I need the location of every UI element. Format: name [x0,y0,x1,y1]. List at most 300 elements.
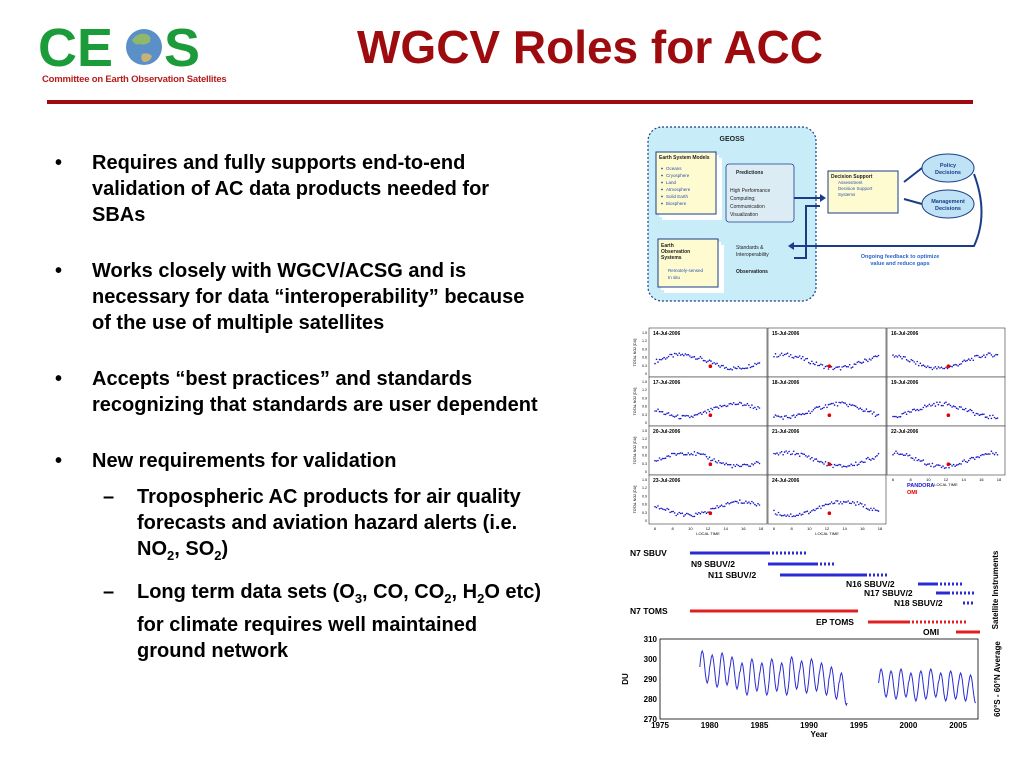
pandora-point [781,451,783,453]
pandora-point [710,508,712,510]
pandora-point [665,509,667,511]
diagram-label: Policy [939,163,957,169]
pandora-point [707,458,709,460]
pandora-point [895,355,897,357]
diagram-label: value and reduce gaps [870,261,930,267]
pandora-point [966,411,968,413]
pandora-point [977,456,979,458]
pandora-point [831,403,833,405]
pandora-point [781,353,783,355]
bullet-list [55,150,545,680]
diagram-label: Decisions [935,206,961,212]
pandora-point [938,366,940,368]
pandora-point [802,514,804,516]
pandora-point [680,418,682,420]
diagram-label: Solid Earth [666,194,689,199]
bullet-dot: • [55,368,63,390]
x-tick-label: 8 [790,526,793,531]
pandora-point [707,511,709,513]
pandora-point [735,404,737,406]
pandora-point [747,502,749,504]
pandora-point [846,404,848,406]
pandora-point [682,452,684,454]
y-tick-label: 1.5 [642,380,647,384]
pandora-point [929,367,931,369]
pandora-point [813,409,815,411]
pandora-point [811,457,813,459]
pandora-point [756,409,758,411]
ozone-x-label: Year [810,730,828,739]
pandora-point [933,466,935,468]
pandora-point [784,451,786,453]
pandora-point [808,362,810,364]
pandora-point [927,463,929,465]
pandora-point [864,410,866,412]
pandora-point [741,402,743,404]
pandora-point [825,461,827,463]
pandora-point [688,354,690,356]
pandora-point [969,360,971,362]
pandora-point [945,467,947,469]
pandora-point [832,503,834,505]
pandora-point [799,513,801,515]
bullet-text: Requires and fully supports end-to-end validation of AC data products needed for SBAs [92,152,490,226]
pandora-point [994,417,996,419]
pandora-point [782,418,784,420]
pandora-point [713,407,715,409]
pandora-point [913,459,915,461]
pandora-point [680,452,682,454]
geoss-diagram [644,124,996,304]
pandora-point [953,405,955,407]
pandora-point [660,411,662,413]
pandora-point [742,405,744,407]
logo-subtitle: Committee on Earth Observation Satellites [42,74,227,85]
pandora-point [754,407,756,409]
x-tick-label: 6 [891,477,895,482]
pandora-point [660,508,662,510]
pandora-point [983,354,985,356]
pandora-point [900,453,902,455]
pandora-point [657,460,659,462]
pandora-point [988,352,990,354]
pandora-point [858,464,860,466]
pandora-point [897,452,899,454]
instrument-label: N9 SBUV/2 [691,559,735,569]
pandora-point [716,363,718,365]
pandora-point [788,417,790,419]
x-tick-label: 16 [860,526,865,531]
pandora-point [982,454,984,456]
pandora-point [751,463,753,465]
pandora-point [858,504,860,506]
pandora-point [781,416,783,418]
pandora-point [971,457,973,459]
pandora-point [808,455,810,457]
pandora-point [926,406,928,408]
pandora-point [869,459,871,461]
pandora-point [913,361,915,363]
pandora-point [804,359,806,361]
pandora-point [841,401,843,403]
pandora-point [837,500,839,502]
pandora-point [820,461,822,463]
pandora-point [903,356,905,358]
pandora-point [745,464,747,466]
pandora-point [900,416,902,418]
omi-point [709,511,713,515]
pandora-point [669,415,671,417]
pandora-point [793,451,795,453]
pandora-point [791,453,793,455]
pandora-point [704,410,706,412]
x-axis-label: LOCAL TIME [815,531,839,536]
pandora-point [834,502,836,504]
legend-pandora: PANDORA [907,483,935,489]
pandora-point [799,455,801,457]
pandora-point [936,402,938,404]
panel-date: 19-Jul-2006 [891,380,919,386]
pandora-point [804,454,806,456]
pandora-point [712,460,714,462]
pandora-point [728,369,730,371]
y-axis-label: TOTAL NO2 [DU] [633,436,637,465]
pandora-point [953,464,955,466]
ozone-y-label: DU [621,673,630,685]
x-tick-label: 14 [961,477,966,482]
pandora-point [724,405,726,407]
pandora-point [739,499,741,501]
pandora-point [813,460,815,462]
pandora-point [858,361,860,363]
pandora-point [912,409,914,411]
pandora-point [837,465,839,467]
pandora-point [801,358,803,360]
pandora-point [942,368,944,370]
pandora-point [910,359,912,361]
pandora-point [701,453,703,455]
pandora-point [689,417,691,419]
pandora-point [823,407,825,409]
pandora-point [932,463,934,465]
pandora-point [923,459,925,461]
pandora-point [654,506,656,508]
pandora-point [701,358,703,360]
panel-date: 22-Jul-2006 [891,429,919,435]
logo-letters-ce: CE [38,18,114,78]
pandora-point [791,415,793,417]
pandora-point [973,412,975,414]
omi-point [947,413,951,417]
pandora-point [982,413,984,415]
pandora-point [793,357,795,359]
pandora-point [959,364,961,366]
pandora-point [894,356,896,358]
feedback-text [861,254,940,267]
pandora-point [785,450,787,452]
pandora-point [909,454,911,456]
pandora-point [997,454,999,456]
pandora-point [671,414,673,416]
pandora-point [814,364,816,366]
pandora-point [807,456,809,458]
pandora-point [834,404,836,406]
pandora-point [745,367,747,369]
pandora-point [973,360,975,362]
pandora-point [751,404,753,406]
pandora-point [875,416,877,418]
pandora-point [841,466,843,468]
sub-bullet-item [55,579,545,664]
diagram-label: Standards & [736,245,764,251]
pandora-point [918,459,920,461]
pandora-point [903,455,905,457]
y-tick-label: 0 [645,372,647,376]
pandora-point [805,413,807,415]
pandora-point [892,454,894,456]
pandora-point [733,402,735,404]
pandora-point [700,356,702,358]
pandora-point [956,464,958,466]
instrument-timeline-svg [618,545,1006,635]
pandora-point [826,407,828,409]
pandora-point [849,465,851,467]
y-tick-label: 0.3 [642,510,647,515]
pandora-point [735,466,737,468]
ozone-x-tick: 1995 [849,721,868,730]
pandora-point [936,368,938,370]
pandora-point [857,407,859,409]
bullet-text: Works closely with WGCV/ACSG and is necessary for data “interoperability” because of the use of multiple satellites [92,260,525,334]
pandora-point [832,369,834,371]
pandora-point [843,366,845,368]
pandora-point [819,406,821,408]
pandora-point [671,511,673,513]
pandora-point [788,356,790,358]
pandora-point [797,413,799,415]
pandora-point [985,356,987,358]
pandora-point [858,408,860,410]
pandora-point [906,453,908,455]
panel-date: 23-Jul-2006 [653,478,681,484]
pandora-point [728,503,730,505]
pandora-point [849,502,851,504]
pandora-point [695,414,697,416]
pandora-point [974,415,976,417]
pandora-point [727,405,729,407]
pandora-point [980,455,982,457]
pandora-point [895,450,897,452]
pandora-point [988,453,990,455]
pandora-point [682,354,684,356]
pandora-point [745,404,747,406]
pandora-point [741,466,743,468]
pandora-point [930,367,932,369]
pandora-point [866,408,868,410]
pandora-point [715,461,717,463]
diagram-label: Communication [730,204,765,210]
pandora-point [903,413,905,415]
pandora-point [721,406,723,408]
pandora-point [722,405,724,407]
pandora-point [817,460,819,462]
diagram-label: Systems [838,192,856,197]
pandora-point [924,365,926,367]
bullet-text: Accepts “best practices” and standards recognizing that standards are user dependent [92,368,538,416]
decision-support-title: Decision Support [831,174,873,180]
pandora-point [654,460,656,462]
pandora-point [704,511,706,513]
x-tick-label: 14 [723,526,728,531]
pandora-point [799,413,801,415]
y-tick-label: 0.3 [642,412,647,417]
pandora-point [756,364,758,366]
pandora-point [979,356,981,358]
bullet-text: New requirements for validation [92,450,397,472]
pandora-point [939,367,941,369]
pandora-point [787,417,789,419]
ozone-x-tick: 1985 [750,721,769,730]
pandora-point [700,412,702,414]
pandora-point [892,354,894,356]
pandora-point [669,354,671,356]
pandora-point [814,510,816,512]
pandora-point [850,367,852,369]
ozone-y-tick: 290 [643,675,657,684]
pandora-point [671,354,673,356]
pandora-point [697,358,699,360]
pandora-point [744,404,746,406]
pandora-point [850,463,852,465]
pandora-point [701,413,703,415]
pandora-point [672,511,674,513]
pandora-point [935,405,937,407]
pandora-point [666,455,668,457]
pandora-point [804,511,806,513]
pandora-point [968,358,970,360]
pandora-point [750,367,752,369]
pandora-point [959,406,961,408]
pandora-point [997,417,999,419]
pandora-point [819,461,821,463]
pandora-point [866,458,868,460]
geoss-diagram-svg [644,124,996,304]
pandora-point [669,512,671,514]
pandora-point [703,453,705,455]
diagram-label: Earth [661,243,674,249]
pandora-point [932,404,934,406]
pandora-point [855,504,857,506]
pandora-point [665,457,667,459]
panel-date: 14-Jul-2006 [653,331,681,337]
pandora-point [924,463,926,465]
pandora-point [831,501,833,503]
x-tick-label: 10 [688,526,693,531]
pandora-point [757,461,759,463]
pandora-point [864,461,866,463]
pandora-point [948,403,950,405]
pandora-point [857,501,859,503]
pandora-point [773,453,775,455]
pandora-point [843,465,845,467]
pandora-point [718,365,720,367]
pandora-point [992,356,994,358]
pandora-point [989,352,991,354]
pandora-point [918,410,920,412]
pandora-point [817,507,819,509]
pandora-point [781,515,783,517]
pandora-point [901,413,903,415]
pandora-point [965,461,967,463]
pandora-point [805,455,807,457]
pandora-point [802,413,804,415]
pandora-point [906,413,908,415]
x-tick-label: 8 [909,477,912,482]
pandora-point [722,506,724,508]
pandora-point [794,454,796,456]
pandora-point [675,415,677,417]
pandora-point [704,454,706,456]
pandora-point [838,402,840,404]
pandora-point [953,364,955,366]
ozone-series-line [700,651,847,705]
pandora-point [731,467,733,469]
pandora-point [662,458,664,460]
pandora-point [722,462,724,464]
diagram-label: Ongoing feedback to optimize [860,254,940,260]
diagram-label: Visualization [730,212,758,218]
pandora-point [870,359,872,361]
pandora-point [992,453,994,455]
pandora-point [712,409,714,411]
panel-date: 15-Jul-2006 [772,331,800,337]
management-text [931,199,965,212]
bullet-item [55,258,545,336]
pandora-point [869,411,871,413]
pandora-point [826,504,828,506]
pandora-point [778,512,780,514]
pandora-point [823,505,825,507]
pandora-point [805,511,807,513]
pandora-point [730,464,732,466]
pandora-point [728,403,730,405]
pandora-point [898,454,900,456]
pandora-point [825,504,827,506]
pandora-point [713,362,715,364]
pandora-point [747,367,749,369]
pandora-point [695,358,697,360]
pandora-point [846,366,848,368]
pandora-point [988,418,990,420]
pandora-point [977,355,979,357]
pandora-point [785,353,787,355]
pandora-point [791,357,793,359]
pandora-point [869,358,871,360]
pandora-point [724,506,726,508]
pandora-point [790,354,792,356]
pandora-point [822,462,824,464]
pandora-point [909,361,911,363]
pandora-point [709,456,711,458]
pandora-point [659,457,661,459]
pandora-point [854,465,856,467]
pandora-point [904,411,906,413]
pandora-point [894,453,896,455]
pandora-point [759,407,761,409]
pandora-point [819,505,821,507]
pandora-point [960,363,962,365]
diagram-label: Management [931,199,965,205]
